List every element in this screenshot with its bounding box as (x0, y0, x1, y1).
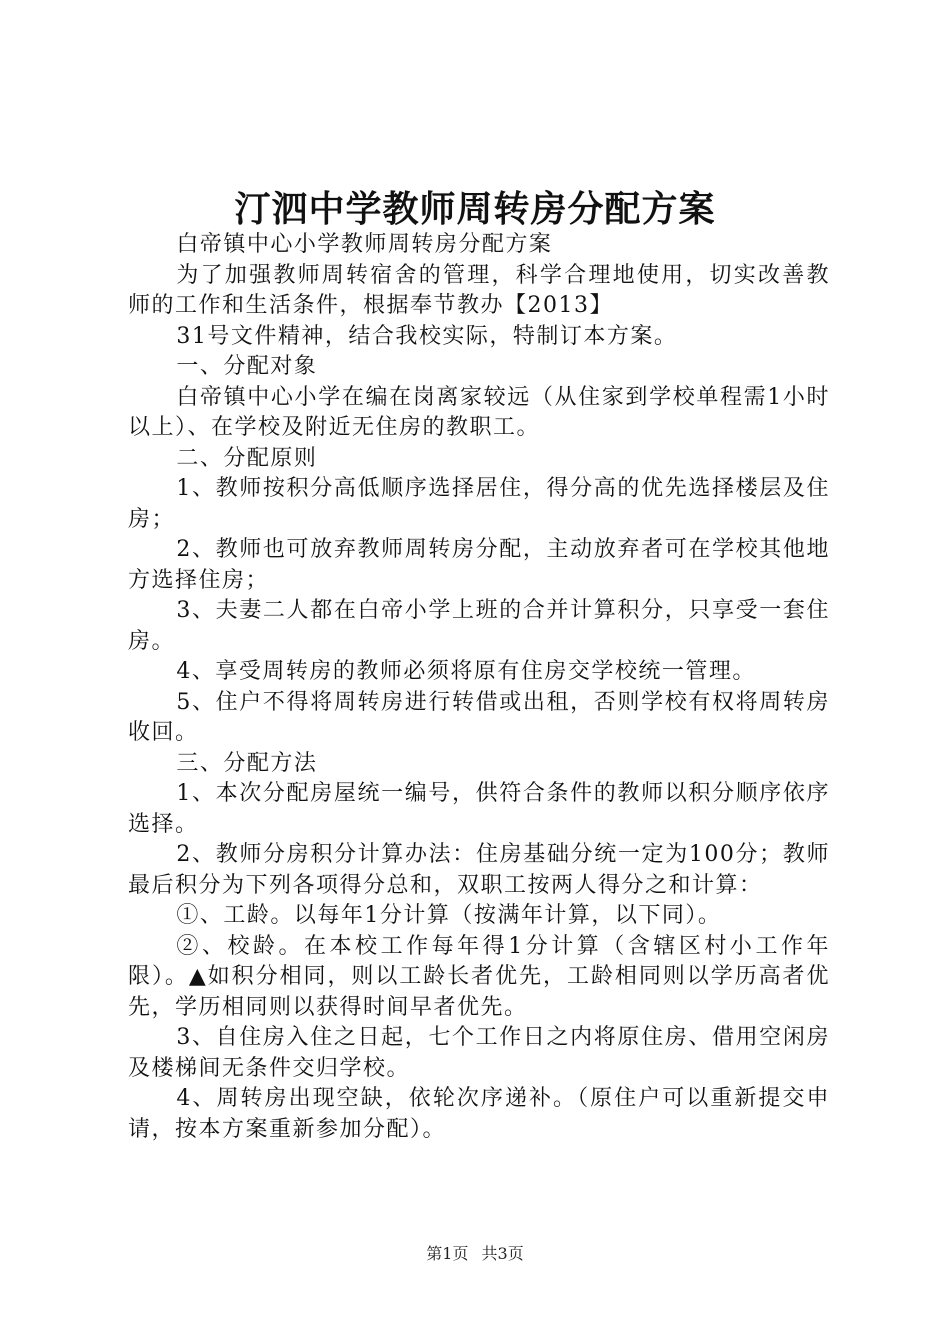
section-heading: 一、分配对象 (176, 354, 318, 379)
list-item: 3、夫妻二人都在白帝小学上班的合并计算积分，只享受一套住房。 (128, 598, 830, 654)
list-item: 1、教师按积分高低顺序选择居住，得分高的优先选择楼层及住房； (128, 476, 830, 532)
list-item: 4、周转房出现空缺，依轮次序递补。（原住户可以重新提交申请，按本方案重新参加分配）。 (128, 1086, 830, 1142)
paragraph: 31号文件精神，结合我校实际，特制订本方案。 (176, 323, 678, 349)
page-footer (0, 1242, 950, 1266)
list-item: 1、本次分配房屋统一编号，供符合条件的教师以积分顺序依序选择。 (128, 781, 830, 837)
document-title: 汀泗中学教师周转房分配方案 (234, 188, 716, 230)
section-heading: 二、分配原则 (176, 445, 318, 471)
list-item: 2、教师也可放弃教师周转房分配，主动放弃者可在学校其他地方选择住房； (128, 537, 830, 593)
list-item: 3、自住房入住之日起，七个工作日之内将原住房、借用空闲房及楼梯间无条件交归学校。 (128, 1025, 830, 1081)
list-item: 2、教师分房积分计算办法：住房基础分统一定为100分；教师最后积分为下列各项得分总和，双职工按两人得分之和计算： (128, 842, 830, 898)
list-item: 4、享受周转房的教师必须将原有住房交学校统一管理。 (176, 659, 756, 684)
paragraph: 为了加强教师周转宿舍的管理，科学合理地使用，切实改善教师的工作和生活条件，根据奉节教办【2013】 (128, 262, 830, 318)
paragraph: 白帝镇中心小学教师周转房分配方案 (176, 232, 553, 257)
section-heading: 三、分配方法 (176, 750, 318, 776)
page-number: 第1页 (426, 1244, 469, 1263)
list-item: ②、校龄。在本校工作每年得1分计算（含辖区村小工作年限）。▲如积分相同，则以工龄长者优先，工龄相同则以学历高者优先，学历相同则以获得时间早者优先。 (128, 933, 830, 1020)
list-item: 5、住户不得将周转房进行转借或出租，否则学校有权将周转房收回。 (128, 689, 830, 745)
page-total: 共3页 (481, 1244, 524, 1263)
paragraph: 白帝镇中心小学在编在岗离家较远（从住家到学校单程需1小时以上）、在学校及附近无住房的教职工。 (128, 384, 830, 440)
document-body (128, 230, 830, 1145)
list-item: ①、工龄。以每年1分计算（按满年计算，以下同）。 (176, 903, 722, 928)
